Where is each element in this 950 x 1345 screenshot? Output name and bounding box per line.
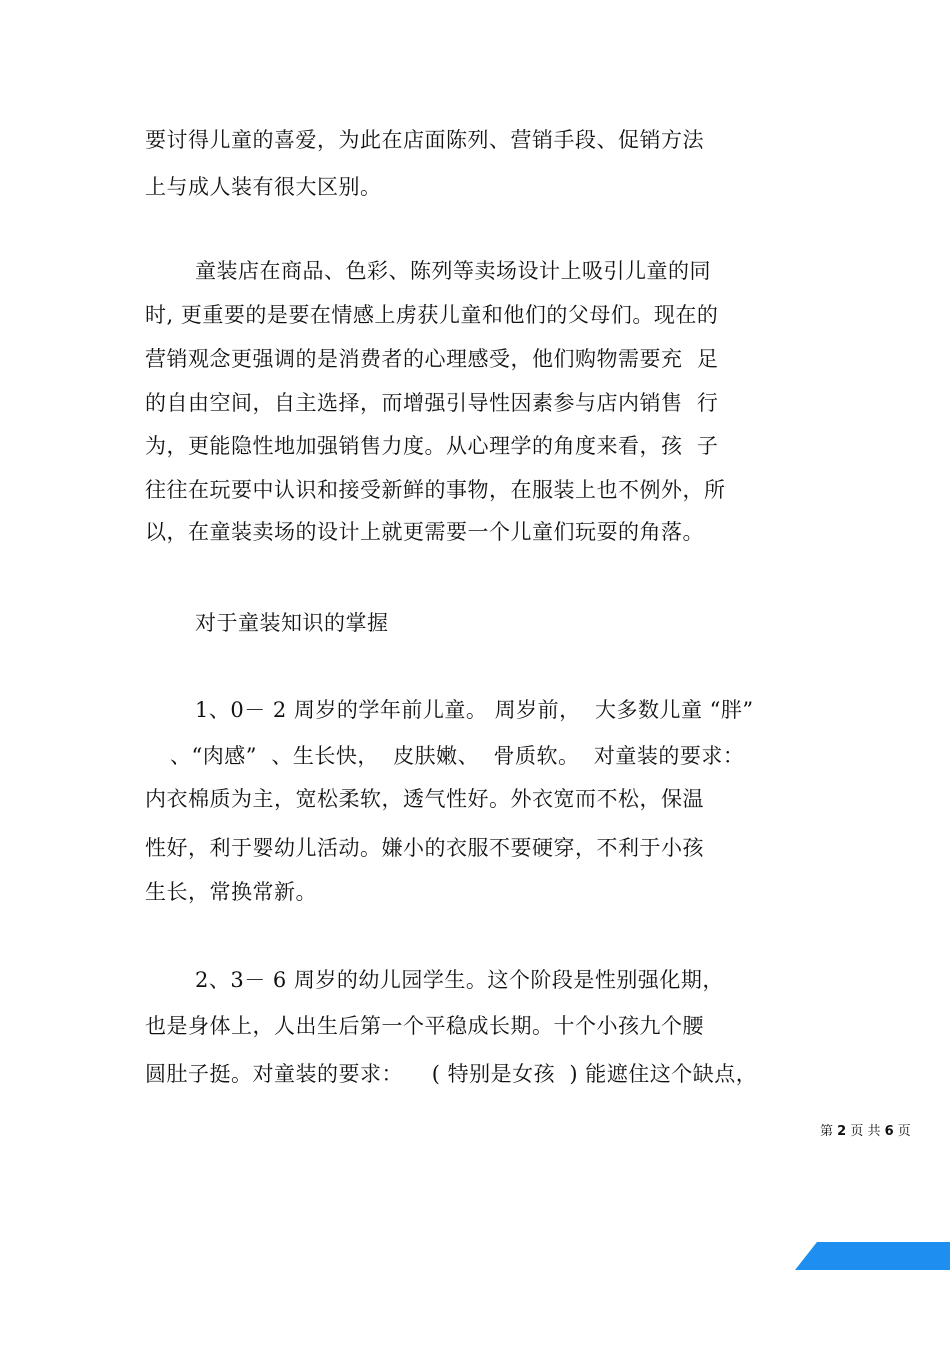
paragraph-5-line-2: 也是身体上，人出生后第一个平稳成长期。十个小孩九个腰 [145, 1014, 704, 1038]
paragraph-4-line-2: 、“肉感” 、生长快， 皮肤嫩、 骨质软。 对童装的要求： [170, 744, 745, 768]
paragraph-4-line-5: 生长，常换常新。 [145, 880, 317, 904]
paragraph-4-line-3: 内衣棉质为主，宽松柔软，透气性好。外衣宽而不松，保温 [145, 787, 704, 811]
paragraph-1-line-1: 要讨得儿童的喜爱，为此在店面陈列、营销手段、促销方法 [145, 128, 704, 152]
paragraph-2-line-2: 时, 更重要的是要在情感上虏获儿童和他们的父母们。现在的 [145, 303, 719, 327]
paragraph-4-line-1: 1、0－ 2 周岁的学年前儿童。 周岁前， 大多数儿童 “胖” [195, 698, 754, 722]
paragraph-2-line-4: 的自由空间，自主选择，而增强引导性因素参与店内销售 行 [145, 391, 719, 415]
paragraph-2-line-1: 童装店在商品、色彩、陈列等卖场设计上吸引儿童的同 [195, 259, 711, 283]
paragraph-5-line-3: 圆肚子挺。对童装的要求： ( 特别是女孩 ) 能遮住这个缺点， [145, 1062, 758, 1086]
paragraph-2-line-7: 以，在童装卖场的设计上就更需要一个儿童们玩耍的角落。 [145, 520, 704, 544]
decorative-corner-bar [795, 1242, 950, 1270]
paragraph-2-line-5: 为，更能隐性地加强销售力度。从心理学的角度来看，孩 子 [145, 434, 719, 458]
section-heading: 对于童装知识的掌握 [195, 611, 389, 635]
paragraph-2-line-6: 往往在玩要中认识和接受新鲜的事物，在服装上也不例外，所 [145, 478, 726, 502]
footer-suffix: 页 [893, 1124, 911, 1139]
footer-prefix: 第 [820, 1124, 838, 1139]
paragraph-2-line-3: 营销观念更强调的是消费者的心理感受，他们购物需要充 足 [145, 347, 719, 371]
footer-middle: 页 共 [846, 1124, 885, 1139]
paragraph-4-line-4: 性好，利于婴幼儿活动。嫌小的衣服不要硬穿，不利于小孩 [145, 836, 704, 860]
paragraph-1-line-2: 上与成人装有很大区别。 [145, 175, 382, 199]
page-footer [820, 1123, 911, 1141]
corner-bar-shape [795, 1242, 950, 1270]
paragraph-5-line-1: 2、3－ 6 周岁的幼儿园学生。这个阶段是性别强化期， [195, 968, 724, 992]
current-page-number: 2 [837, 1124, 847, 1139]
total-pages-number: 6 [884, 1124, 894, 1139]
